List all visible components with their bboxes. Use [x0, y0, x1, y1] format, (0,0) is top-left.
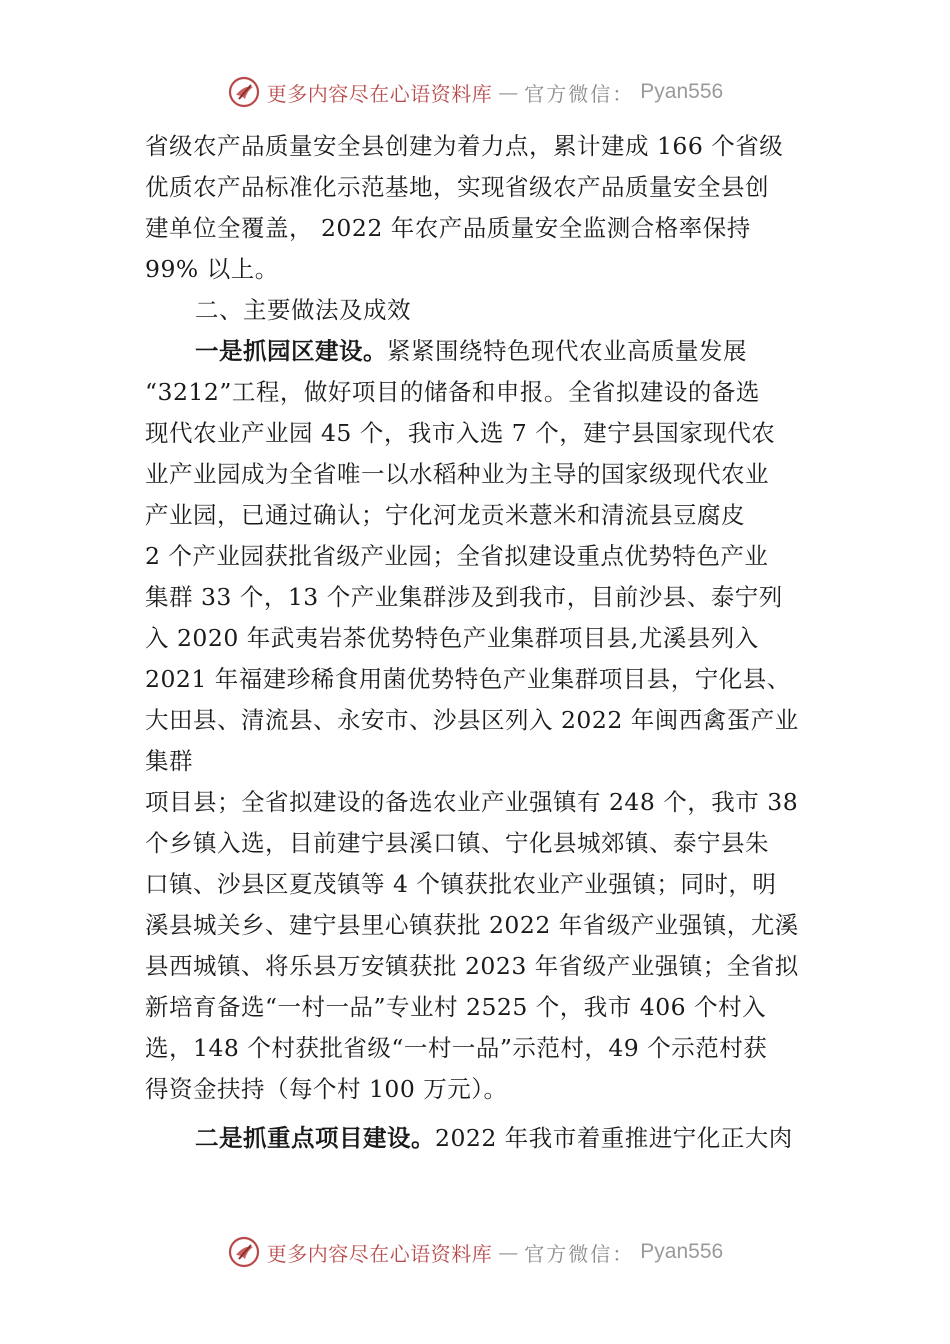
text-line: 现代农业产业园 45 个，我市入选 7 个，建宁县国家现代农 — [145, 419, 776, 447]
watermark-text: 更多内容尽在心语资料库 — [266, 81, 493, 106]
watermark-separator: — — [498, 80, 519, 104]
text-line: 业产业园成为全省唯一以水稻种业为主导的国家级现代农业 — [145, 460, 769, 488]
header-watermark — [0, 72, 950, 112]
text-line: 选，148 个村获批省级“一村一品”示范村，49 个示范村获 — [145, 1034, 768, 1062]
text-line: 得资金扶持（每个村 100 万元）。 — [145, 1075, 508, 1103]
text-line: 口镇、沙县区夏茂镇等 4 个镇获批农业产业强镇；同时，明 — [145, 870, 777, 898]
text-line: 集群 33 个，13 个产业集群涉及到我市，目前沙县、泰宁列 — [145, 583, 783, 611]
text-line: 入 2020 年武夷岩茶优势特色产业集群项目县,尤溪县列入 — [145, 624, 759, 652]
document-body — [145, 126, 825, 1159]
text-line: 项目县；全省拟建设的备选农业产业强镇有 248 个，我市 38 — [145, 788, 799, 816]
section-heading: 二、主要做法及成效 — [195, 296, 411, 324]
text-line — [145, 331, 825, 372]
paragraph-lead: 二是抓重点项目建设。 — [195, 1124, 435, 1152]
text-line: 产业园，已通过确认；宁化河龙贡米薏米和清流县豆腐皮 — [145, 501, 745, 529]
text-line: 2 个产业园获批省级产业园；全省拟建设重点优势特色产业 — [145, 542, 769, 570]
book-logo-icon — [227, 1235, 261, 1269]
watermark-text: 更多内容尽在心语资料库 — [266, 1241, 493, 1266]
watermark-wechat-id: Pyan556 — [640, 80, 724, 103]
text-line: 个乡镇入选，目前建宁县溪口镇、宁化县城郊镇、泰宁县朱 — [145, 829, 769, 857]
text-line: 建单位全覆盖， 2022 年农产品质量安全监测合格率保持 — [145, 214, 751, 242]
watermark-label: 官方微信： — [524, 1241, 635, 1266]
text-line: 县西城镇、将乐县万安镇获批 2023 年省级产业强镇；全省拟 — [145, 952, 799, 980]
text-line: 集群 — [145, 747, 193, 775]
text-line: “3212”工程，做好项目的储备和申报。全省拟建设的备选 — [145, 378, 760, 406]
text-line-rest: 紧紧围绕特色现代农业高质量发展 — [387, 337, 747, 365]
text-line: 新培育备选“一村一品”专业村 2525 个，我市 406 个村入 — [145, 993, 767, 1021]
text-line-rest: 2022 年我市着重推进宁化正大肉 — [435, 1124, 793, 1152]
text-line: 省级农产品质量安全县创建为着力点，累计建成 166 个省级 — [145, 132, 784, 160]
text-line: 大田县、清流县、永安市、沙县区列入 2022 年闽西禽蛋产业 — [145, 706, 799, 734]
watermark-separator: — — [498, 1240, 519, 1264]
footer-watermark — [0, 1232, 950, 1272]
text-line: 99% 以上。 — [145, 255, 279, 283]
paragraph-lead: 一是抓园区建设。 — [195, 337, 387, 365]
text-line: 2021 年福建珍稀食用菌优势特色产业集群项目县，宁化县、 — [145, 665, 791, 693]
book-logo-icon — [227, 75, 261, 109]
text-line — [145, 1118, 825, 1159]
watermark-wechat-id: Pyan556 — [640, 1240, 724, 1263]
watermark-label: 官方微信： — [524, 81, 635, 106]
text-line: 优质农产品标准化示范基地，实现省级农产品质量安全县创 — [145, 173, 769, 201]
text-line: 溪县城关乡、建宁县里心镇获批 2022 年省级产业强镇，尤溪 — [145, 911, 799, 939]
